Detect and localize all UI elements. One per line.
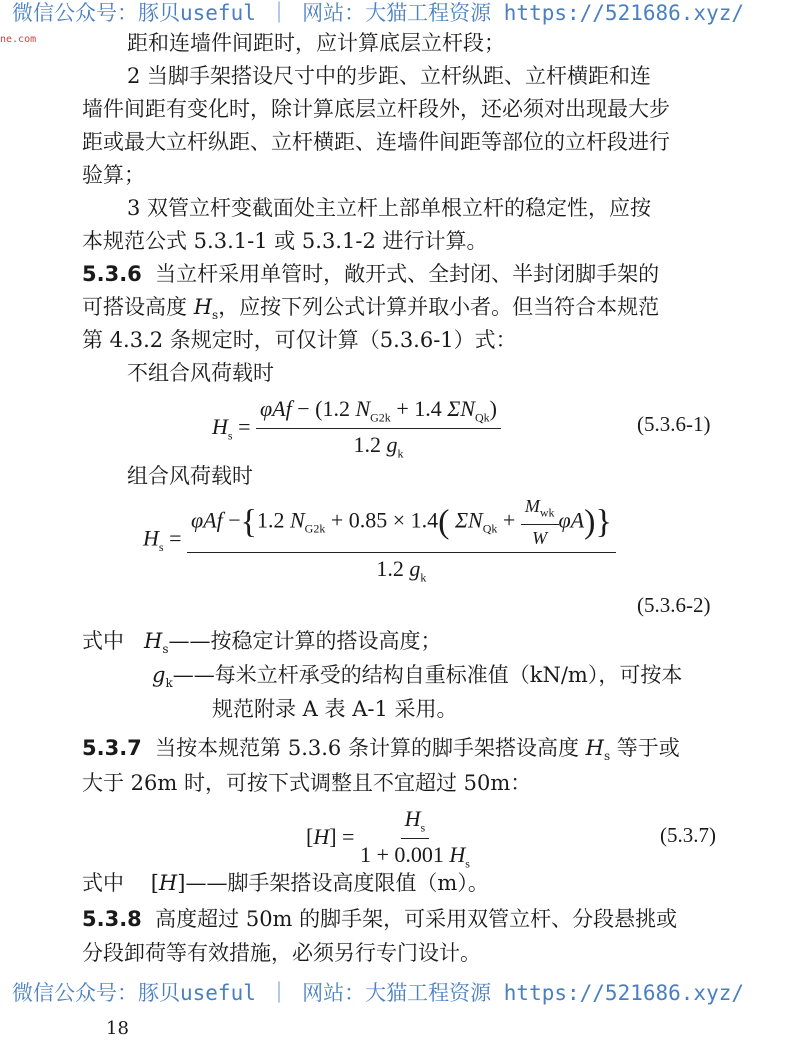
text-line: 3 双管立杆变截面处主立杆上部单根立杆的稳定性，应按 xyxy=(127,196,652,220)
text-line: 距或最大立杆纵距、立杆横距、连墙件间距等部位的立杆段进行 xyxy=(82,130,670,154)
equation-number: (5.3.6-2) xyxy=(637,593,711,617)
equation-5-3-6-1: $H_s$ = $\frac{\varphi Af - (1.2 N_{G2k} + 1.4 \Sigma N_{Qk})}{1.2 g_k}$ xyxy=(212,396,501,462)
text-line: 规范附录 A 表 A-1 采用。 xyxy=(212,697,458,721)
clause-number: 5.3.7 xyxy=(82,736,142,760)
text-line: 不组合风荷载时 xyxy=(127,361,274,385)
equation-5-3-6-2: $H_s$ = φAf −{1.2 $N_{G2k} + 0.85 \times 1.4$( $\Sigma N_{Qk}$ + $\frac{M_{wk}}{W}$ φA)} 1.2 $g_k$ xyxy=(143,496,616,585)
watermark: 微信公众号：豚贝useful ｜ 网站：大猫工程资源 https://521686.xyz/ xyxy=(12,981,745,1005)
watermark-fragment: ne.com xyxy=(0,34,37,45)
equation-number: (5.3.7) xyxy=(660,823,716,847)
text-line: 第 4.3.2 条规定时，可仅计算（5.3.6-1）式： xyxy=(82,328,517,352)
text-line: 分段卸荷等有效措施，必须另行专门设计。 xyxy=(82,941,481,965)
watermark: 微信公众号：豚贝useful ｜ 网站：大猫工程资源 https://521686.xyz/ xyxy=(12,1,745,25)
symbol-definition: $g_k——$每米立杆承受的结构自重标准值（kN/m），可按本 xyxy=(152,663,683,691)
symbol-definition: 式中 [H]——脚手架搭设高度限值（m）。 xyxy=(82,871,489,895)
clause-5-3-6 xyxy=(82,261,659,287)
equation-number: (5.3.6-1) xyxy=(637,412,711,436)
text-line: 组合风荷载时 xyxy=(127,464,253,488)
clause-5-3-8: 5.3.8 高度超过 50m 的脚手架，可采用双管立杆、分段悬挑或 xyxy=(82,907,678,931)
text-line: 墙件间距有变化时，除计算底层立杆段外，还必须对出现最大步 xyxy=(82,97,670,121)
clause-5-3-7: 5.3.7 当按本规范第 5.3.6 条计算的脚手架搭设高度 $H_s$ 等于或 xyxy=(82,736,680,764)
equation-5-3-7: [H] = $\frac{H_s}{1 + 0.001 H_s}$ xyxy=(306,806,470,871)
clause-text: 当立杆采用单管时，敞开式、全封闭、半封闭脚手架的 xyxy=(155,262,660,286)
text-line: 本规范公式 5.3.1-1 或 5.3.1-2 进行计算。 xyxy=(82,229,488,253)
text-line: 距和连墙件间距时，应计算底层立杆段； xyxy=(127,31,505,55)
text-line: 可搭设高度 $H_s$，应按下列公式计算并取小者。但当符合本规范 xyxy=(82,295,660,323)
clause-number: 5.3.8 xyxy=(82,907,142,931)
symbol-definition: 式中 $H_s——$按稳定计算的搭设高度； xyxy=(82,629,442,657)
text-line: 2 当脚手架搭设尺寸中的步距、立杆纵距、立杆横距和连 xyxy=(127,64,652,88)
page-number: 18 xyxy=(106,1018,129,1039)
text-line: 大于 26m 时，可按下式调整且不宜超过 50m： xyxy=(82,771,532,795)
text-line: 验算； xyxy=(82,163,145,187)
clause-number: 5.3.6 xyxy=(82,262,142,286)
